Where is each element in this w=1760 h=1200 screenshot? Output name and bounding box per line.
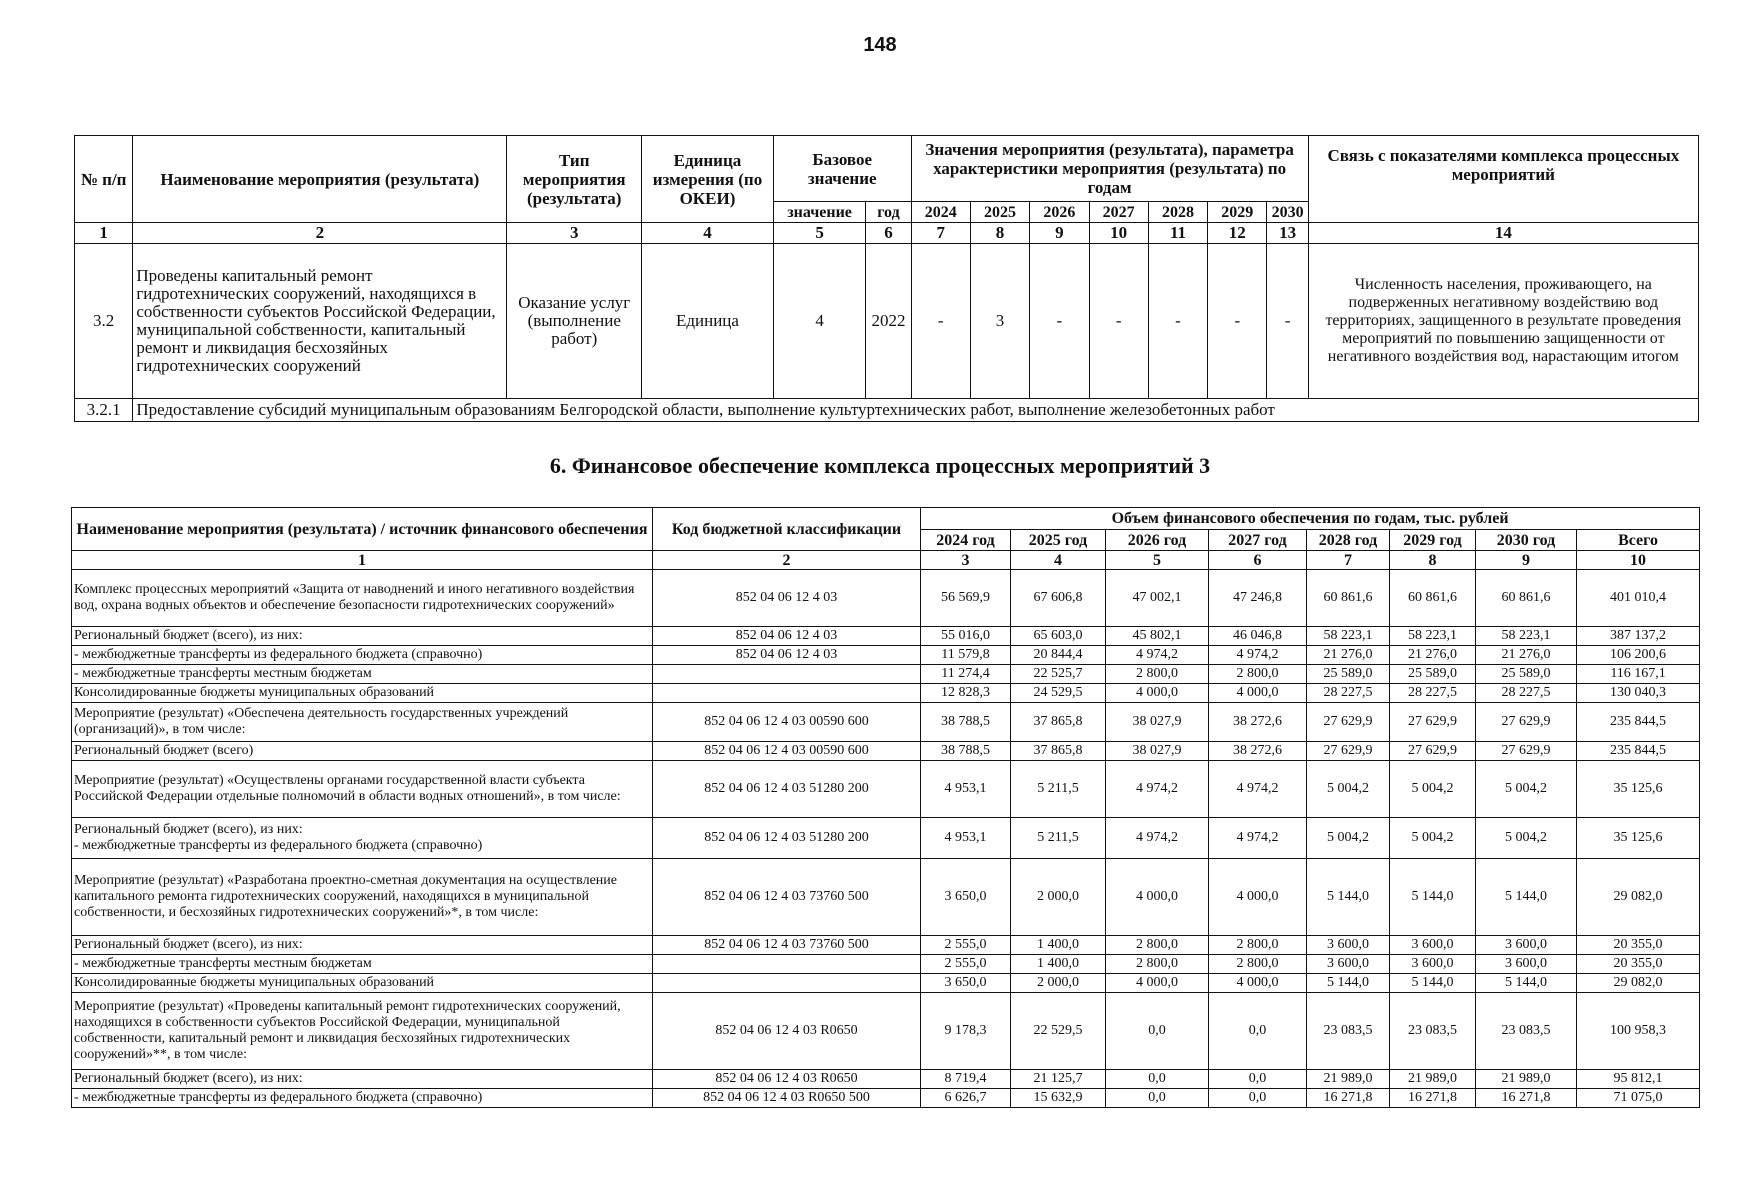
row-year-value: 21 989,0: [1390, 1070, 1476, 1089]
row-year-value: 5 144,0: [1390, 974, 1476, 993]
row-year-value: 27 629,9: [1307, 742, 1390, 761]
row-code: 852 04 06 12 4 03 00590 600: [653, 742, 921, 761]
row-name: Региональный бюджет (всего): [72, 742, 653, 761]
row-code: 852 04 06 12 4 03 51280 200: [653, 761, 921, 818]
table-row: [72, 936, 1700, 955]
row-year-value: 2 000,0: [1011, 859, 1106, 936]
row-year-value: 38 788,5: [921, 742, 1011, 761]
table-row: [72, 1070, 1700, 1089]
table-row: [72, 627, 1700, 646]
column-number: 11: [1148, 223, 1207, 244]
column-number: 14: [1308, 223, 1698, 244]
column-number-row: [72, 551, 1700, 570]
row-year-value: 11 579,8: [921, 646, 1011, 665]
row-year-value: 4 000,0: [1106, 684, 1209, 703]
table-row: [72, 761, 1700, 818]
row-year-value: 23 083,5: [1390, 993, 1476, 1070]
row-total: 130 040,3: [1577, 684, 1700, 703]
header-base-value: значение: [773, 202, 866, 223]
page-number: 148: [863, 34, 897, 56]
row-year-value: 2 800,0: [1209, 955, 1307, 974]
row-num: 3.2: [75, 244, 133, 399]
row-year-value: 21 276,0: [1390, 646, 1476, 665]
table-row: [75, 399, 1699, 422]
row-year-value: 4 974,2: [1209, 646, 1307, 665]
row-total: 35 125,6: [1577, 818, 1700, 859]
row-year-value: 5 004,2: [1390, 761, 1476, 818]
row-year-value: 5 004,2: [1307, 818, 1390, 859]
row-code: [653, 684, 921, 703]
row-name: Региональный бюджет (всего), из них:: [72, 627, 653, 646]
row-year-value: 0,0: [1209, 1070, 1307, 1089]
column-number: 6: [866, 223, 911, 244]
row-total: 71 075,0: [1577, 1089, 1700, 1108]
row-year-value: 2 800,0: [1106, 955, 1209, 974]
row-year-value: 16 271,8: [1476, 1089, 1577, 1108]
column-number: 10: [1089, 223, 1148, 244]
column-number: 2: [653, 551, 921, 570]
header-year: 2028: [1148, 202, 1207, 223]
row-year-value: 2 800,0: [1106, 665, 1209, 684]
column-number: 6: [1209, 551, 1307, 570]
header-type: Тип мероприятия (результата): [507, 136, 642, 223]
row-year-value: 4 974,2: [1106, 761, 1209, 818]
row-year-value: 5 144,0: [1307, 859, 1390, 936]
column-number: 9: [1030, 223, 1089, 244]
column-number: 3: [507, 223, 642, 244]
row-year-value: 2 800,0: [1106, 936, 1209, 955]
column-number: 8: [1390, 551, 1476, 570]
row-year-value: -: [1089, 244, 1148, 399]
row-year-value: 0,0: [1209, 993, 1307, 1070]
row-total: 29 082,0: [1577, 974, 1700, 993]
column-number: 8: [970, 223, 1029, 244]
row-year-value: 27 629,9: [1390, 742, 1476, 761]
row-year-value: 5 004,2: [1476, 761, 1577, 818]
row-year-value: 60 861,6: [1476, 570, 1577, 627]
table-row: [72, 742, 1700, 761]
column-number: 4: [642, 223, 774, 244]
header-year: 2025: [970, 202, 1029, 223]
row-year-value: 38 788,5: [921, 703, 1011, 742]
row-year-value: 24 529,5: [1011, 684, 1106, 703]
row-name: Мероприятие (результат) «Проведены капитальный ремонт гидротехнических сооружений, находящихся в собственности субъектов Российской Федерации, муниципальной собственности, капитальный ремонт и ликвидация бесхозяйных гидротехнических сооружений»**, в том числе:: [72, 993, 653, 1070]
row-name: - межбюджетные трансферты из федерального бюджета (справочно): [72, 1089, 653, 1108]
row-year-value: 6 626,7: [921, 1089, 1011, 1108]
row-year-value: 5 144,0: [1390, 859, 1476, 936]
row-total: 401 010,4: [1577, 570, 1700, 627]
row-year-value: 23 083,5: [1307, 993, 1390, 1070]
row-year-value: 16 271,8: [1307, 1089, 1390, 1108]
table-row: [72, 859, 1700, 936]
row-year-value: 25 589,0: [1476, 665, 1577, 684]
row-year-value: -: [1208, 244, 1267, 399]
table-row: [72, 665, 1700, 684]
row-year-value: 3 650,0: [921, 859, 1011, 936]
section-title: 6. Финансовое обеспечение комплекса процессных мероприятий 3: [549, 453, 1211, 478]
row-year-value: 5 004,2: [1390, 818, 1476, 859]
row-year-value: -: [1148, 244, 1207, 399]
row-name: Консолидированные бюджеты муниципальных образований: [72, 684, 653, 703]
row-total: 35 125,6: [1577, 761, 1700, 818]
row-year-value: 4 974,2: [1106, 646, 1209, 665]
header-unit: Единица измерения (по ОКЕИ): [642, 136, 774, 223]
row-year-value: 0,0: [1106, 993, 1209, 1070]
row-year-value: -: [911, 244, 970, 399]
row-year-value: 4 974,2: [1106, 818, 1209, 859]
header-base-year: год: [866, 202, 911, 223]
column-number: 13: [1267, 223, 1308, 244]
row-year-value: 3 650,0: [921, 974, 1011, 993]
header-name: Наименование мероприятия (результата) / источник финансового обеспечения: [72, 508, 653, 551]
row-year-value: 4 974,2: [1209, 761, 1307, 818]
row-year-value: 21 125,7: [1011, 1070, 1106, 1089]
row-total: 95 812,1: [1577, 1070, 1700, 1089]
row-year-value: 1 400,0: [1011, 936, 1106, 955]
row-code: 852 04 06 12 4 03 73760 500: [653, 936, 921, 955]
header-year: 2025 год: [1011, 530, 1106, 551]
row-year-value: 38 272,6: [1209, 703, 1307, 742]
header-year: 2029 год: [1390, 530, 1476, 551]
row-code: [653, 974, 921, 993]
row-link: Численность населения, проживающего, на подверженных негативному воздействию вод территориях, защищенного в результате проведения мероприятий по повышению защищенности от негативного воздействия вод, нарастающим итогом: [1308, 244, 1698, 399]
row-code: 852 04 06 12 4 03: [653, 646, 921, 665]
row-year-value: 58 223,1: [1390, 627, 1476, 646]
row-year-value: 5 144,0: [1476, 974, 1577, 993]
row-year-value: 2 555,0: [921, 936, 1011, 955]
header-year: 2024: [911, 202, 970, 223]
header-base: Базовое значение: [773, 136, 911, 202]
row-total: 20 355,0: [1577, 936, 1700, 955]
row-num: 3.2.1: [75, 399, 133, 422]
table-row: [72, 955, 1700, 974]
row-year-value: 15 632,9: [1011, 1089, 1106, 1108]
header-link: Связь с показателями комплекса процессных мероприятий: [1308, 136, 1698, 223]
column-number: 5: [773, 223, 866, 244]
row-year-value: 5 144,0: [1476, 859, 1577, 936]
financing-table: [71, 507, 1700, 1108]
row-year-value: 4 953,1: [921, 761, 1011, 818]
column-number: 9: [1476, 551, 1577, 570]
row-base-year: 2022: [866, 244, 911, 399]
row-year-value: 5 144,0: [1307, 974, 1390, 993]
header-year: 2030: [1267, 202, 1308, 223]
row-year-value: 4 953,1: [921, 818, 1011, 859]
row-total: 235 844,5: [1577, 703, 1700, 742]
row-year-value: 0,0: [1106, 1070, 1209, 1089]
row-year-value: 21 989,0: [1307, 1070, 1390, 1089]
row-year-value: 4 000,0: [1209, 974, 1307, 993]
row-year-value: 2 000,0: [1011, 974, 1106, 993]
row-year-value: 4 000,0: [1209, 684, 1307, 703]
row-year-value: 3 600,0: [1476, 936, 1577, 955]
row-year-value: 5 211,5: [1011, 761, 1106, 818]
row-code: [653, 665, 921, 684]
row-name: Мероприятие (результат) «Разработана проектно-сметная документация на осуществление капитального ремонта гидротехнических сооружений, находящихся в муниципальной собственности, и бесхозяйных гидротехнических сооружений»*, в том числе:: [72, 859, 653, 936]
row-year-value: 47 002,1: [1106, 570, 1209, 627]
table-row: [75, 244, 1699, 399]
row-total: 106 200,6: [1577, 646, 1700, 665]
row-year-value: 22 525,7: [1011, 665, 1106, 684]
row-name: Консолидированные бюджеты муниципальных образований: [72, 974, 653, 993]
header-code: Код бюджетной классификации: [653, 508, 921, 551]
table-row: [72, 646, 1700, 665]
row-year-value: 2 800,0: [1209, 936, 1307, 955]
row-year-value: 38 272,6: [1209, 742, 1307, 761]
row-name: - межбюджетные трансферты из федерального бюджета (справочно): [72, 646, 653, 665]
header-volume: Объем финансового обеспечения по годам, тыс. рублей: [921, 508, 1700, 530]
row-base-value: 4: [773, 244, 866, 399]
row-year-value: 3: [970, 244, 1029, 399]
row-year-value: 60 861,6: [1307, 570, 1390, 627]
row-year-value: 25 589,0: [1307, 665, 1390, 684]
header-year: 2027 год: [1209, 530, 1307, 551]
row-year-value: 27 629,9: [1476, 742, 1577, 761]
column-number: 10: [1577, 551, 1700, 570]
row-year-value: 5 004,2: [1476, 818, 1577, 859]
row-year-value: 60 861,6: [1390, 570, 1476, 627]
row-year-value: 28 227,5: [1390, 684, 1476, 703]
table-row: [72, 703, 1700, 742]
row-year-value: 5 004,2: [1307, 761, 1390, 818]
row-year-value: 3 600,0: [1307, 955, 1390, 974]
row-code: 852 04 06 12 4 03 R0650: [653, 1070, 921, 1089]
table-row: [72, 684, 1700, 703]
row-name: Мероприятие (результат) «Обеспечена деятельность государственных учреждений (организаций)», в том числе:: [72, 703, 653, 742]
row-year-value: -: [1267, 244, 1308, 399]
row-year-value: 37 865,8: [1011, 703, 1106, 742]
table-row: [72, 818, 1700, 859]
row-code: [653, 955, 921, 974]
row-year-value: 11 274,4: [921, 665, 1011, 684]
header-num: № п/п: [75, 136, 133, 223]
row-name: - межбюджетные трансферты местным бюджетам: [72, 665, 653, 684]
row-year-value: 58 223,1: [1476, 627, 1577, 646]
row-name: Мероприятие (результат) «Осуществлены органами государственной власти субъекта Российской Федерации отдельные полномочий в области водных отношений», в том числе:: [72, 761, 653, 818]
header-year: 2028 год: [1307, 530, 1390, 551]
row-code: 852 04 06 12 4 03 51280 200: [653, 818, 921, 859]
row-year-value: 27 629,9: [1390, 703, 1476, 742]
header-year: 2027: [1089, 202, 1148, 223]
row-year-value: 55 016,0: [921, 627, 1011, 646]
column-number: 3: [921, 551, 1011, 570]
column-number: 7: [1307, 551, 1390, 570]
row-year-value: 3 600,0: [1307, 936, 1390, 955]
table-row: [72, 1089, 1700, 1108]
row-total: 29 082,0: [1577, 859, 1700, 936]
row-year-value: 0,0: [1106, 1089, 1209, 1108]
table-row: [72, 974, 1700, 993]
row-year-value: 65 603,0: [1011, 627, 1106, 646]
row-code: 852 04 06 12 4 03 73760 500: [653, 859, 921, 936]
row-year-value: 4 974,2: [1209, 818, 1307, 859]
row-year-value: 37 865,8: [1011, 742, 1106, 761]
row-year-value: 20 844,4: [1011, 646, 1106, 665]
row-year-value: 2 800,0: [1209, 665, 1307, 684]
row-type: Оказание услуг (выполнение работ): [507, 244, 642, 399]
row-year-value: 4 000,0: [1106, 974, 1209, 993]
row-code: 852 04 06 12 4 03 00590 600: [653, 703, 921, 742]
row-total: 116 167,1: [1577, 665, 1700, 684]
results-table: [74, 135, 1699, 422]
row-year-value: 2 555,0: [921, 955, 1011, 974]
row-year-value: 21 276,0: [1307, 646, 1390, 665]
header-year: 2030 год: [1476, 530, 1577, 551]
table-row: [72, 993, 1700, 1070]
column-number: 12: [1208, 223, 1267, 244]
financing-table-body: [72, 570, 1700, 1108]
row-year-value: 0,0: [1209, 1089, 1307, 1108]
row-year-value: 3 600,0: [1390, 936, 1476, 955]
row-code: 852 04 06 12 4 03 R0650 500: [653, 1089, 921, 1108]
column-number: 1: [72, 551, 653, 570]
header-name: Наименование мероприятия (результата): [133, 136, 507, 223]
row-year-value: 27 629,9: [1476, 703, 1577, 742]
row-text: Предоставление субсидий муниципальным образованиям Белгородской области, выполнение культуртехнических работ, выполнение железобетонных работ: [133, 399, 1699, 422]
row-year-value: 28 227,5: [1307, 684, 1390, 703]
row-code: 852 04 06 12 4 03: [653, 570, 921, 627]
row-year-value: 22 529,5: [1011, 993, 1106, 1070]
column-number: 2: [133, 223, 507, 244]
row-year-value: 21 989,0: [1476, 1070, 1577, 1089]
row-year-value: 16 271,8: [1390, 1089, 1476, 1108]
row-year-value: 8 719,4: [921, 1070, 1011, 1089]
row-year-value: 25 589,0: [1390, 665, 1476, 684]
row-year-value: 23 083,5: [1476, 993, 1577, 1070]
header-year: 2026: [1030, 202, 1089, 223]
row-year-value: 45 802,1: [1106, 627, 1209, 646]
row-year-value: 3 600,0: [1476, 955, 1577, 974]
row-name: Региональный бюджет (всего), из них: - межбюджетные трансферты из федерального бюджета (справочно): [72, 818, 653, 859]
row-year-value: 12 828,3: [921, 684, 1011, 703]
row-year-value: 38 027,9: [1106, 703, 1209, 742]
column-number: 4: [1011, 551, 1106, 570]
header-values: Значения мероприятия (результата), параметра характеристики мероприятия (результата) по годам: [911, 136, 1308, 202]
row-name: - межбюджетные трансферты местным бюджетам: [72, 955, 653, 974]
row-total: 100 958,3: [1577, 993, 1700, 1070]
row-year-value: 5 211,5: [1011, 818, 1106, 859]
row-year-value: 46 046,8: [1209, 627, 1307, 646]
column-number: 7: [911, 223, 970, 244]
row-name: Проведены капитальный ремонт гидротехнических сооружений, находящихся в собственности субъектов Российской Федерации, муниципальной собственности, капитальный ремонт и ликвидация бесхозяйных гидротехнических сооружений: [133, 244, 507, 399]
row-year-value: 4 000,0: [1106, 859, 1209, 936]
row-name: Региональный бюджет (всего), из них:: [72, 1070, 653, 1089]
row-year-value: 27 629,9: [1307, 703, 1390, 742]
row-year-value: 28 227,5: [1476, 684, 1577, 703]
header-year: 2029: [1208, 202, 1267, 223]
column-number: 1: [75, 223, 133, 244]
row-year-value: 21 276,0: [1476, 646, 1577, 665]
row-total: 387 137,2: [1577, 627, 1700, 646]
row-year-value: 56 569,9: [921, 570, 1011, 627]
row-code: 852 04 06 12 4 03: [653, 627, 921, 646]
row-code: 852 04 06 12 4 03 R0650: [653, 993, 921, 1070]
row-unit: Единица: [642, 244, 774, 399]
row-year-value: 38 027,9: [1106, 742, 1209, 761]
header-total: Всего: [1577, 530, 1700, 551]
header-year: 2026 год: [1106, 530, 1209, 551]
row-year-value: 4 000,0: [1209, 859, 1307, 936]
header-year: 2024 год: [921, 530, 1011, 551]
column-number-row: [75, 223, 1699, 244]
row-total: 235 844,5: [1577, 742, 1700, 761]
row-year-value: 58 223,1: [1307, 627, 1390, 646]
row-total: 20 355,0: [1577, 955, 1700, 974]
row-year-value: 47 246,8: [1209, 570, 1307, 627]
row-name: Комплекс процессных мероприятий «Защита от наводнений и иного негативного воздействия вод, охрана водных объектов и обеспечение безопасности гидротехнических сооружений»: [72, 570, 653, 627]
row-year-value: 67 606,8: [1011, 570, 1106, 627]
row-year-value: 9 178,3: [921, 993, 1011, 1070]
table-row: [72, 570, 1700, 627]
row-year-value: -: [1030, 244, 1089, 399]
row-year-value: 1 400,0: [1011, 955, 1106, 974]
row-name: Региональный бюджет (всего), из них:: [72, 936, 653, 955]
column-number: 5: [1106, 551, 1209, 570]
row-year-value: 3 600,0: [1390, 955, 1476, 974]
